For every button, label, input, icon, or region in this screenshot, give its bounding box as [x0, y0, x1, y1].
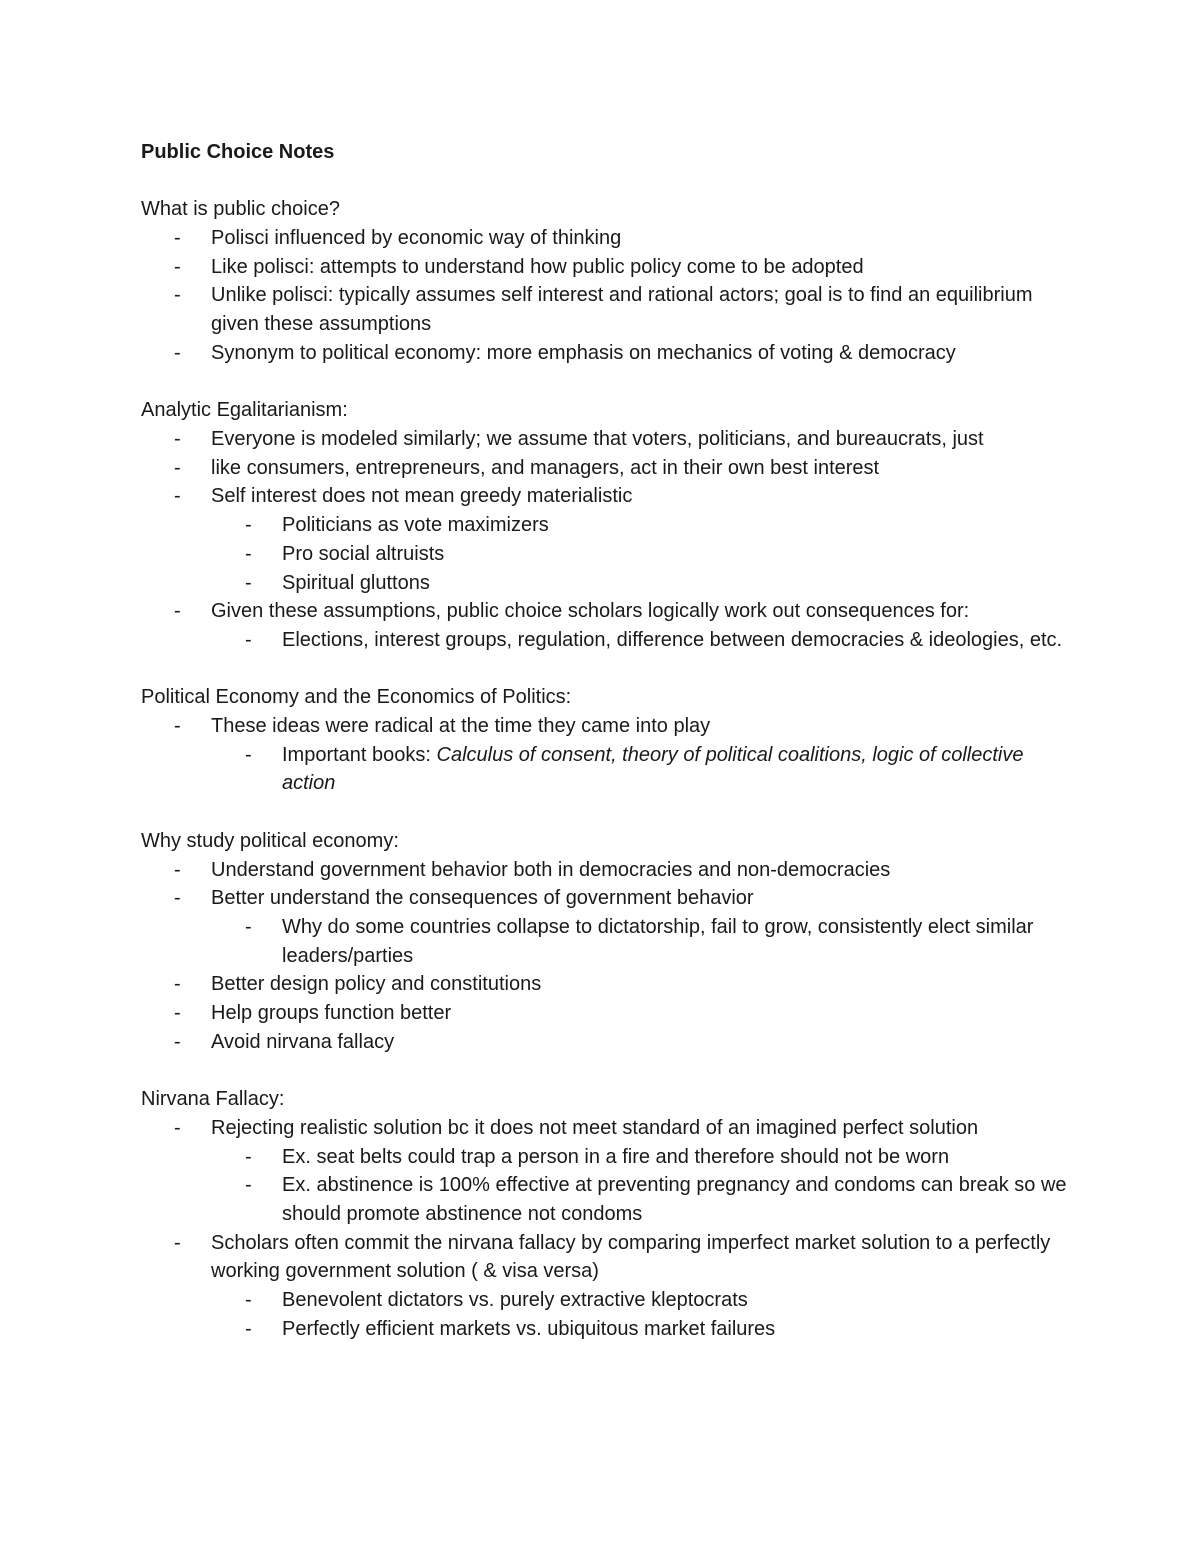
sub-bullet-list	[141, 1143, 1081, 1229]
section-political-economy	[141, 683, 1081, 798]
sub-list-item: - Spiritual gluttons	[141, 569, 1081, 598]
list-item: - Like polisci: attempts to understand how public policy come to be adopted	[141, 253, 1081, 282]
list-item: - Avoid nirvana fallacy	[141, 1028, 1081, 1057]
bullet-list	[141, 856, 1081, 913]
bullet-list	[141, 1114, 1081, 1143]
list-item: - Polisci influenced by economic way of thinking	[141, 224, 1081, 253]
section-analytic-egalitarianism	[141, 396, 1081, 654]
list-item: - Scholars often commit the nirvana fallacy by comparing imperfect market solution to a perfectly working government solution ( & visa versa)	[141, 1229, 1081, 1286]
sub-list-item: - Why do some countries collapse to dictatorship, fail to grow, consistently elect similar leaders/parties	[141, 913, 1081, 970]
sub-list-item	[141, 741, 1081, 798]
book-titles: Calculus of consent, theory of political coalitions, logic of collective action	[282, 743, 1024, 795]
list-item: - Synonym to political economy: more emphasis on mechanics of voting & democracy	[141, 339, 1081, 368]
sub-bullet-list	[141, 741, 1081, 798]
sub-bullet-list	[141, 626, 1081, 655]
sub-list-item: - Perfectly efficient markets vs. ubiquitous market failures	[141, 1315, 1081, 1344]
section-heading: Why study political economy:	[141, 829, 399, 852]
section-heading: What is public choice?	[141, 198, 340, 221]
list-item: - Self interest does not mean greedy materialistic	[141, 482, 1081, 511]
books-label: Important books:	[282, 743, 437, 766]
sub-list-item: - Benevolent dictators vs. purely extractive kleptocrats	[141, 1286, 1081, 1315]
section-why-study	[141, 827, 1081, 1057]
section-heading: Nirvana Fallacy:	[141, 1088, 285, 1111]
list-item: - like consumers, entrepreneurs, and managers, act in their own best interest	[141, 454, 1081, 483]
bullet-list	[141, 712, 1081, 741]
list-item: - Everyone is modeled similarly; we assume that voters, politicians, and bureaucrats, just	[141, 425, 1081, 454]
document-title: Public Choice Notes	[141, 141, 335, 163]
bullet-list	[141, 224, 1081, 368]
section-heading: Political Economy and the Economics of Politics:	[141, 686, 572, 709]
sub-list-item: - Ex. abstinence is 100% effective at preventing pregnancy and condoms can break so we should promote abstinence not condoms	[141, 1171, 1081, 1228]
sub-bullet-list	[141, 913, 1081, 970]
list-item: - Better understand the consequences of government behavior	[141, 884, 1081, 913]
sub-bullet-list	[141, 1286, 1081, 1343]
list-item: - Given these assumptions, public choice scholars logically work out consequences for:	[141, 597, 1081, 626]
sub-list-item: - Elections, interest groups, regulation, difference between democracies & ideologies, etc.	[141, 626, 1081, 655]
bullet-list	[141, 970, 1081, 1056]
section-nirvana-fallacy	[141, 1085, 1081, 1343]
sub-list-item: - Pro social altruists	[141, 540, 1081, 569]
sub-list-item: - Ex. seat belts could trap a person in a fire and therefore should not be worn	[141, 1143, 1081, 1172]
bullet-list	[141, 1229, 1081, 1286]
list-item: - Rejecting realistic solution bc it does not meet standard of an imagined perfect solution	[141, 1114, 1081, 1143]
list-item: - Understand government behavior both in democracies and non-democracies	[141, 856, 1081, 885]
list-item: - Unlike polisci: typically assumes self interest and rational actors; goal is to find an equilibrium given these assumptions	[141, 281, 1081, 338]
list-item: - Help groups function better	[141, 999, 1081, 1028]
sub-bullet-list	[141, 511, 1081, 597]
section-heading: Analytic Egalitarianism:	[141, 399, 348, 422]
document-page	[141, 138, 1081, 1343]
bullet-list	[141, 425, 1081, 511]
sub-list-item: - Politicians as vote maximizers	[141, 511, 1081, 540]
section-what-is-public-choice	[141, 195, 1081, 367]
bullet-list	[141, 597, 1081, 626]
list-item: - These ideas were radical at the time they came into play	[141, 712, 1081, 741]
list-item: - Better design policy and constitutions	[141, 970, 1081, 999]
